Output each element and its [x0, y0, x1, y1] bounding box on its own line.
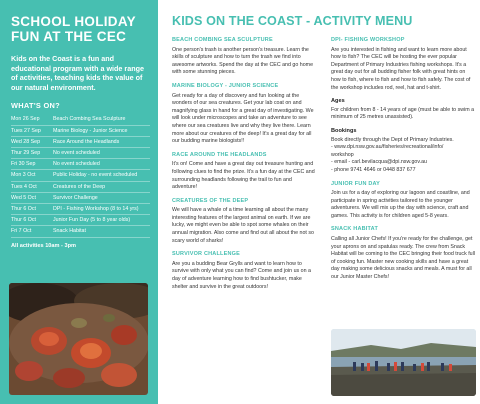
section-body: Calling all Junior Chefs! If you're ready for the challenge, get your aprons on and spatulas ready. The crew from Snack Habitat will be coming to the CEC bringing their food truck full of cooking fun. Master new cooking skills and have a great day making some delicious snacks and meals. A must for all our Junior Master Chefs!	[331, 236, 475, 281]
schedule-date: Tues 4 Oct	[11, 181, 53, 192]
section-heading: JUNIOR FUN DAY	[331, 180, 381, 187]
ages-label: Ages	[331, 98, 345, 105]
schedule-date: Thur 6 Oct	[11, 204, 53, 215]
schedule-date: Fri 7 Oct	[11, 226, 53, 237]
schedule-row	[11, 192, 150, 203]
section-heading: DPI- FISHING WORKSHOP	[331, 37, 405, 43]
schedule-row	[11, 204, 150, 215]
whats-on-heading: WHAT'S ON?	[11, 101, 60, 111]
menu-column-left	[172, 37, 317, 297]
schedule-row	[11, 125, 150, 136]
bookings-url-cont[interactable]: workshop	[331, 151, 354, 158]
schedule-activity: No event scheduled	[53, 147, 150, 158]
schedule-date: Thur 29 Sep	[11, 147, 53, 158]
section-body: One person's trash is another person's treasure. Learn the skills of sculpture and how to turn the trash we find into awesome artworks. Spend the day at the CEC and go home with some stunning pieces.	[172, 46, 314, 76]
all-activities-time: All activities 10am - 3pm	[11, 242, 76, 249]
section-heading: SURVIVOR CHALLENGE	[172, 251, 240, 258]
marine-biology-section	[172, 83, 317, 146]
schedule-activity: Creatures of the Deep	[53, 181, 150, 192]
bookings-email[interactable]: - email - carl.bevilacqua@dpi.nsw.gov.au	[331, 159, 427, 166]
menu-title: KIDS ON THE COAST - ACTIVITY MENU	[172, 14, 413, 28]
schedule-date: Thur 6 Oct	[11, 215, 53, 226]
schedule-activity: Marine Biology - Junior Science	[53, 125, 150, 136]
section-heading: SNACK HABITAT	[331, 226, 379, 233]
beach-combing-section	[172, 37, 317, 77]
title-line-1: SCHOOL HOLIDAY	[11, 14, 136, 29]
schedule-date: Tues 27 Sep	[11, 125, 53, 136]
dpi-fishing-section	[331, 37, 476, 175]
junior-fun-day-section	[331, 181, 476, 221]
section-heading: BEACH COMBING SEA SCULPTURE	[172, 37, 273, 43]
section-heading: MARINE BIOLOGY - JUNIOR SCIENCE	[172, 82, 279, 89]
section-body: We will have a whale of a time learning all about the many interesting features of the largest animal on earth. If we are lucky, we might even be able to spot some whales on their annual migration. Also come and find out all about the not so scary world of sharks!	[172, 207, 314, 244]
schedule-activity: Beach Combing Sea Sculpture	[53, 114, 150, 125]
schedule-activity: No event scheduled	[53, 159, 150, 170]
schedule-row	[11, 147, 150, 158]
section-body: It's on! Come and have a great day out treasure hunting and following clues to find the prize. It's a fun day at the CEC and surrounding headlands following the trail to fun and adventure!	[172, 161, 315, 191]
schedule-row	[11, 159, 150, 170]
title-line-2: FUN AT THE CEC	[11, 29, 127, 44]
intro-text: Kids on the Coast is a fun and educational program with a wide range of activities, teaching kids the value of our natural environment.	[11, 54, 144, 92]
menu-column-right	[331, 37, 476, 288]
ages-body: For children from 8 - 14 years of age (must be able to swim a minimum of 25 metres unassisted).	[331, 106, 475, 121]
schedule-activity: Survivor Challenge	[53, 192, 150, 203]
section-body: Are you a budding Bear Grylls and want to learn how to survive with only what you can find? Come and join us on a day of adventure learning how to find bushtucker, make shelter and survive in the great outdoors!	[172, 260, 311, 290]
holiday-title	[11, 14, 150, 44]
race-headlands-section	[172, 152, 317, 192]
schedule-activity: DPI - Fishing Workshop (8 to 14 yrs)	[53, 204, 150, 215]
section-body: Are you interested in fishing and want to learn more about how to fish? The CEC will be hosting the ever popular Department of Primary Industries fishing workshops. It's a great day out for all budding fisher folk with great hints on how to fish, where to fish and how to fish safely. The cost of the workshop includes rod, reel, hat and t-shirt.	[331, 46, 471, 91]
schedule-table	[11, 114, 150, 237]
creatures-deep-section	[172, 198, 317, 246]
schedule-activity: Public Holiday - no event scheduled	[53, 170, 150, 181]
schedule-row	[11, 226, 150, 237]
section-body: Join us for a day of exploring our lagoon and coastline, and participate in spring activities tailored to the younger adventurers. We will mix up the day with science, craft and games. This activity is for children aged 5-8 years.	[331, 190, 470, 219]
bookings-phone: - phone 9741 4646 or 0448 837 677	[331, 166, 416, 173]
bookings-label: Bookings	[331, 127, 357, 134]
schedule-row	[11, 114, 150, 125]
bookings-line: Book directly through the Dept of Primary Industries.	[331, 136, 454, 143]
bookings-body	[331, 137, 476, 175]
section-heading: RACE AROUND THE HEADLANDS	[172, 151, 267, 158]
survivor-challenge-section	[172, 251, 317, 291]
schedule-row	[11, 215, 150, 226]
schedule-activity: Snack Habitat	[53, 226, 150, 237]
schedule-activity: Junior Fun Day (5 to 8 year olds)	[53, 215, 150, 226]
schedule-row	[11, 181, 150, 192]
coastal-group-photo	[331, 329, 476, 396]
section-body: Get ready for a day of discovery and fun looking at the wonders of our sea creatures. Get your lab coat on and magnifying glass in hand for a great day of investigating. We will look under microscopes and take an adventure to see where our sea creatures live and why they live there. Learn more about our creatures of the deep! It's a great day for all our budding marine biologists!!	[172, 92, 314, 145]
schedule-activity: Race Around the Headlands	[53, 136, 150, 147]
schedule-row	[11, 136, 150, 147]
activity-menu	[165, 0, 480, 404]
schedule-date: Fri 30 Sep	[11, 159, 53, 170]
schedule-date: Wed 28 Sep	[11, 136, 53, 147]
snack-habitat-section	[331, 226, 476, 281]
rock-pool-photo	[9, 283, 148, 395]
section-heading: CREATURES OF THE DEEP	[172, 197, 249, 204]
schedule-row	[11, 170, 150, 181]
schedule-date: Mon 26 Sep	[11, 114, 53, 125]
schedule-date: Mon 3 Oct	[11, 170, 53, 181]
bookings-url[interactable]: - www.dpi.nsw.gov.au/fisheries/recreational/info/	[331, 144, 444, 151]
schedule-date: Wed 5 Oct	[11, 192, 53, 203]
